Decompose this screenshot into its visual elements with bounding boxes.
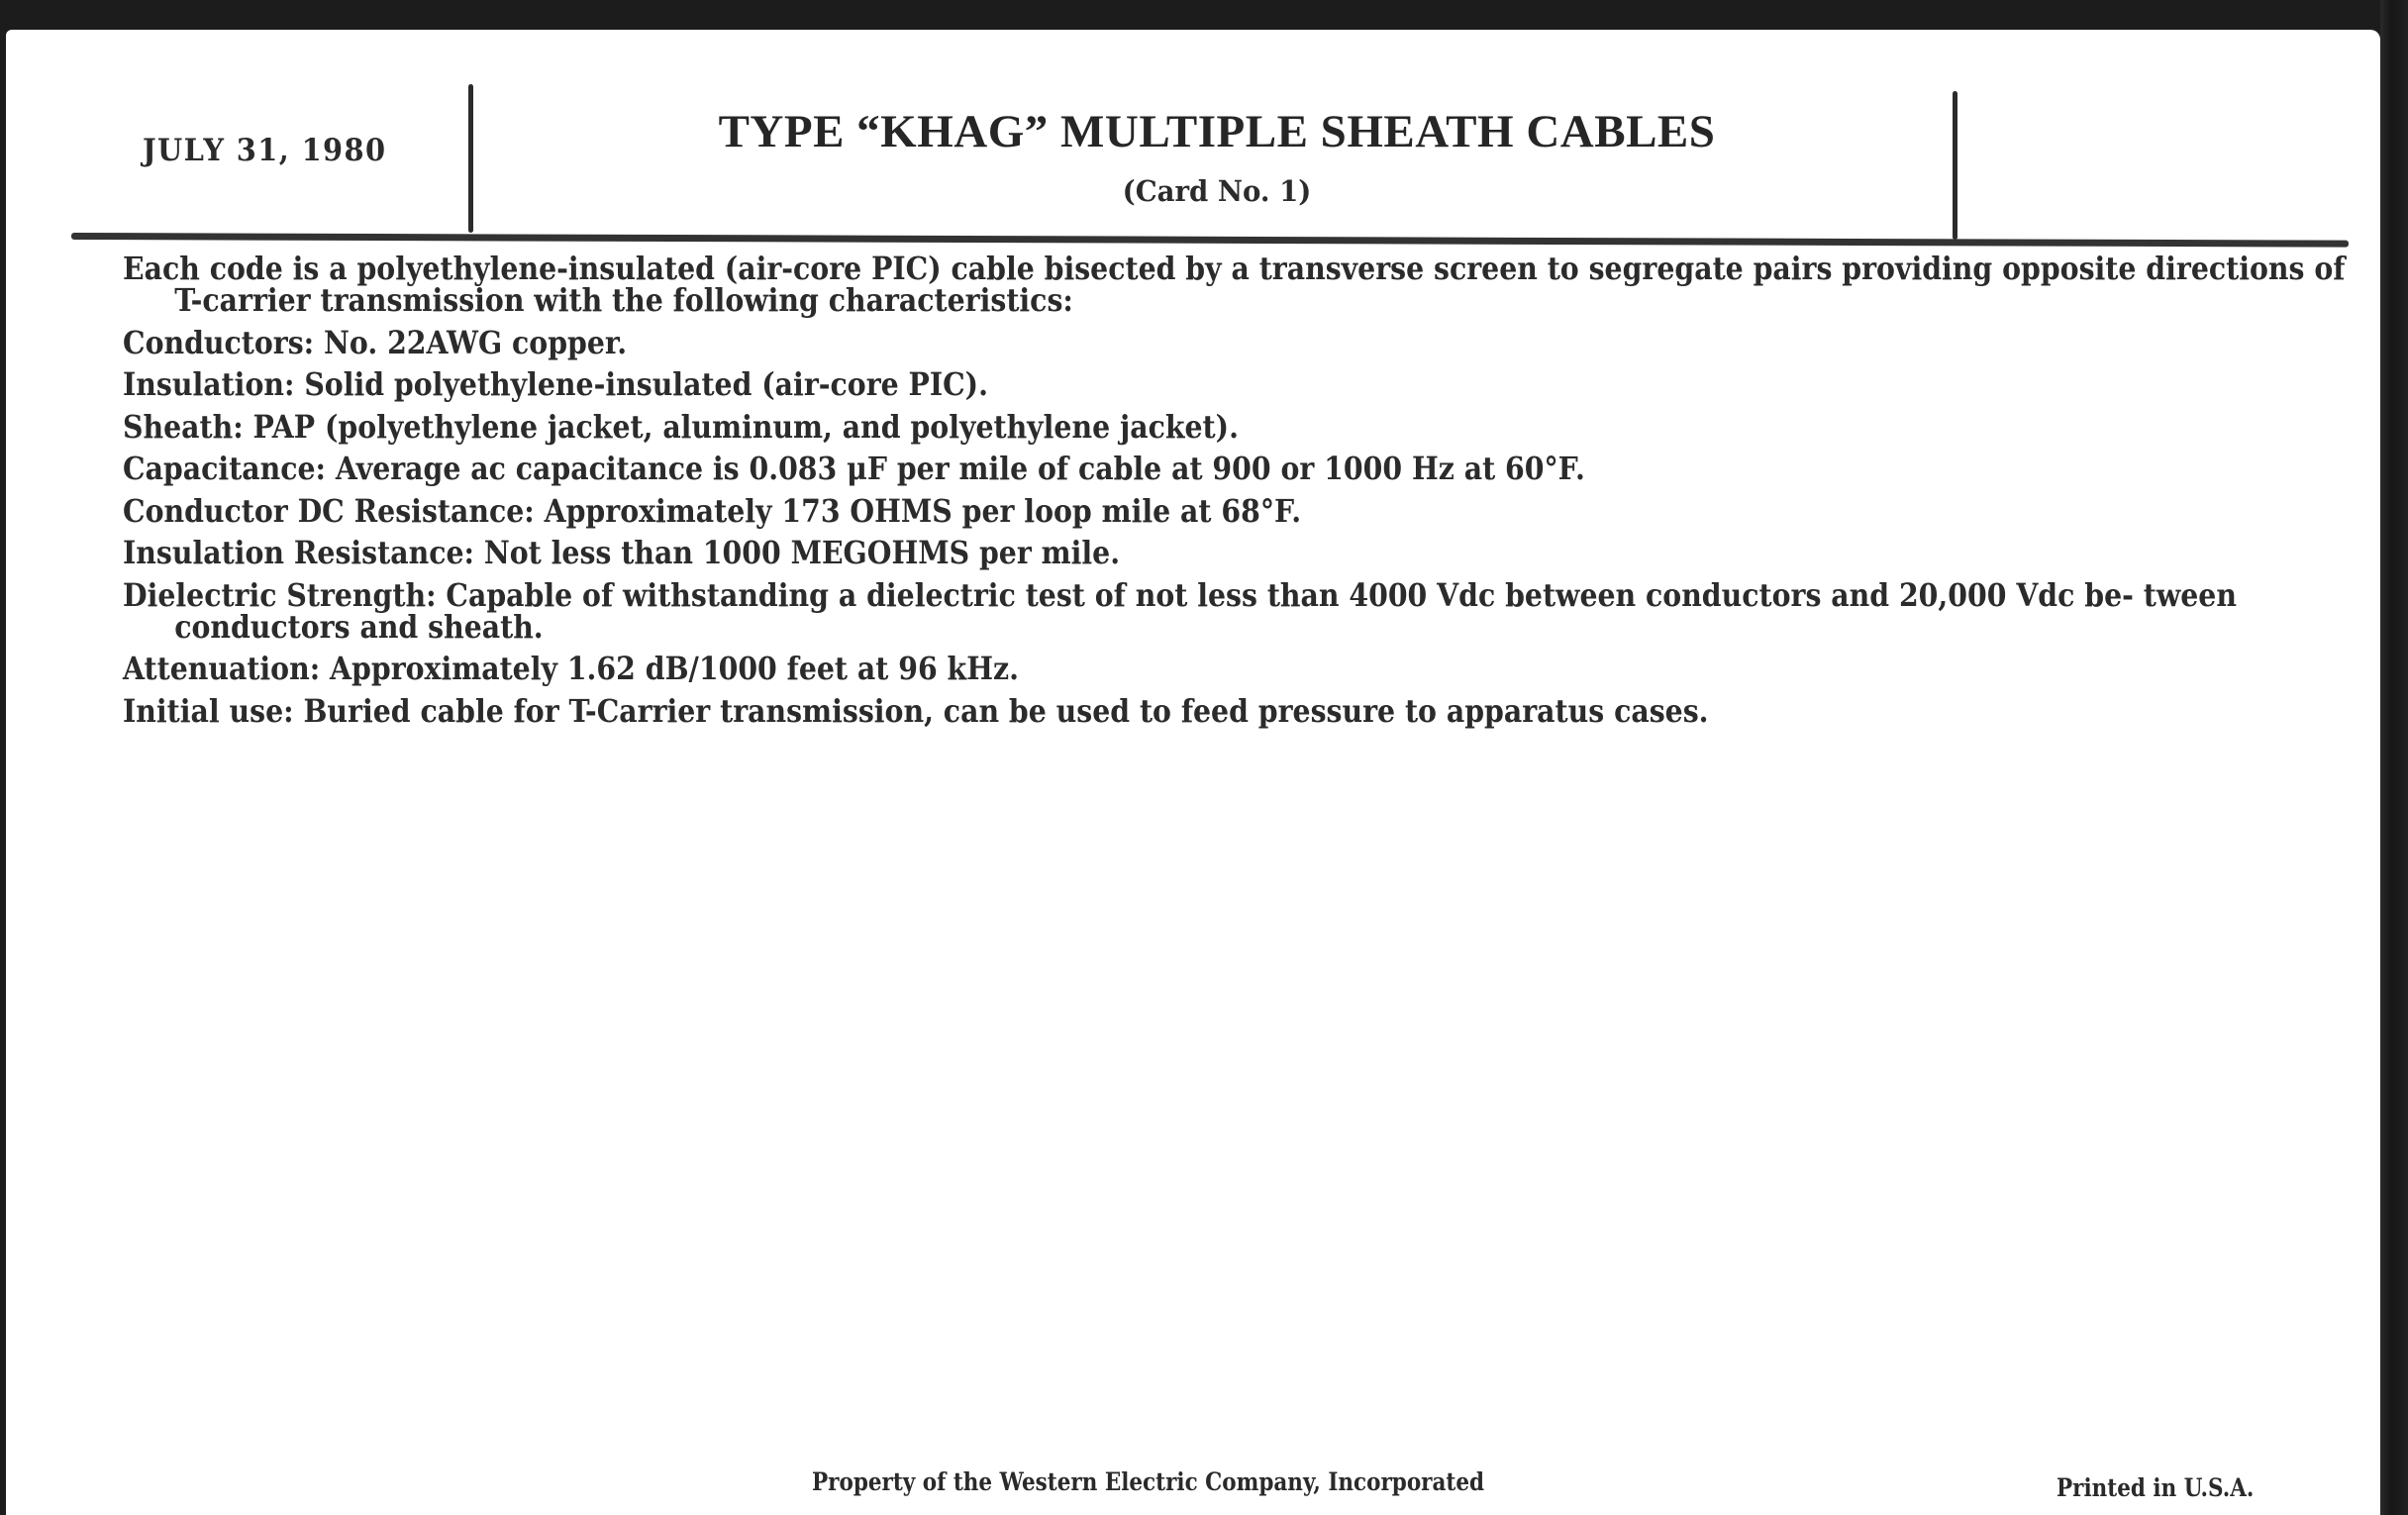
- card-date: JULY 31, 1980: [143, 133, 387, 168]
- characteristic-value: Solid polyethylene-insulated (air-core PIC).: [304, 366, 988, 403]
- characteristic-label: Attenuation:: [123, 651, 321, 687]
- characteristic-label: Initial use:: [123, 692, 294, 730]
- characteristic-sheath: [123, 408, 2375, 446]
- characteristic-value: Buried cable for T-Carrier transmission, can be used to feed pressure to apparatus cases.: [303, 692, 1709, 730]
- characteristic-value: PAP (polyethylene jacket, aluminum, and polyethylene jacket).: [252, 408, 1239, 446]
- characteristic-label: Capacitance:: [123, 451, 327, 487]
- property-notice: Property of the Western Electric Company, Incorporated: [812, 1467, 1485, 1496]
- characteristic-attenuation: [123, 651, 2375, 687]
- characteristic-label: Conductors:: [123, 324, 315, 361]
- intro-paragraph: Each code is a polyethylene-insulated (air-core PIC) cable bisected by a transverse screen to segregate pairs providing opposite directions of T-carrier transmission with the following characteristics:: [123, 251, 2346, 319]
- characteristic-label: Dielectric Strength:: [123, 576, 437, 614]
- header-divider-left: [468, 84, 473, 233]
- characteristic-label: Insulation Resistance:: [123, 535, 474, 571]
- card-body: [123, 251, 2346, 738]
- characteristic-capacitance: [123, 451, 2375, 487]
- characteristic-value: Not less than 1000 MEGOHMS per mile.: [483, 535, 1121, 571]
- characteristic-insulation-resistance: [123, 535, 2375, 571]
- characteristic-value: Capable of withstanding a dielectric test of not less than 4000 Vdc between conductors and 20,000 Vdc be- tween conductors and sheath.: [174, 576, 2237, 646]
- characteristic-value: Approximately 1.62 dB/1000 feet at 96 kHz.: [330, 651, 1019, 687]
- characteristic-dielectric-strength: [123, 576, 2375, 646]
- characteristic-label: Insulation:: [123, 366, 295, 403]
- index-card: [6, 30, 2380, 1515]
- characteristic-value: Approximately 173 OHMS per loop mile at 68°F.: [544, 492, 1302, 530]
- characteristic-conductors: [123, 324, 2375, 361]
- card-title: TYPE “KHAG” MULTIPLE SHEATH CABLES: [718, 106, 1716, 157]
- characteristic-label: Sheath:: [123, 408, 244, 446]
- characteristic-initial-use: [123, 692, 2375, 730]
- header-rule: [71, 233, 2349, 248]
- characteristic-dc-resistance: [123, 492, 2375, 530]
- characteristic-insulation: [123, 366, 2375, 403]
- characteristic-value: Average ac capacitance is 0.083 μF per mile of cable at 900 or 1000 Hz at 60°F.: [335, 451, 1585, 487]
- header-divider-right: [1953, 91, 1957, 240]
- characteristic-value: No. 22AWG copper.: [324, 324, 628, 361]
- card-number: (Card No. 1): [1122, 174, 1312, 208]
- characteristic-label: Conductor DC Resistance:: [123, 492, 535, 530]
- scan-border: [2380, 0, 2408, 1515]
- printed-in-notice: Printed in U.S.A.: [2057, 1473, 2255, 1502]
